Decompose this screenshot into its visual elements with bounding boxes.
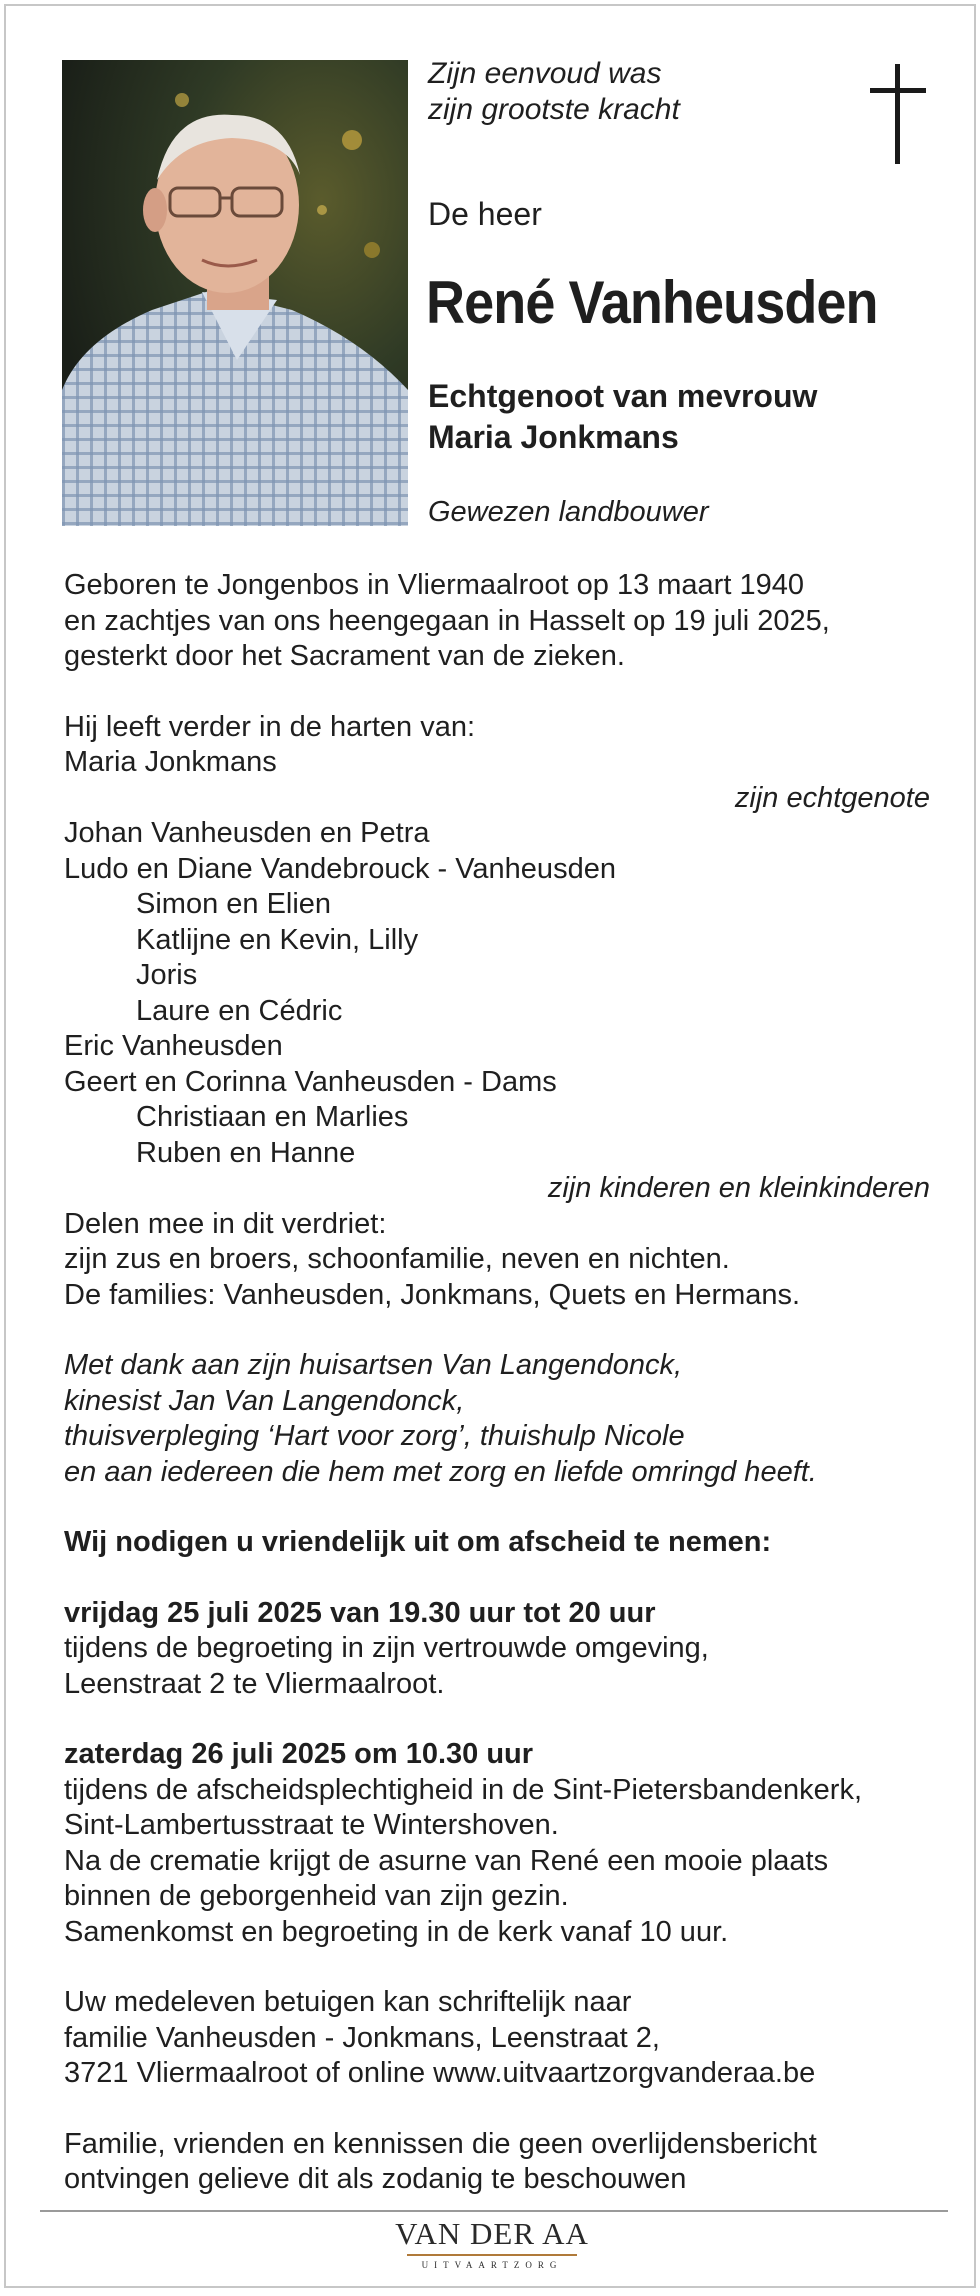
event1-line: Leenstraat 2 te Vliermaalroot.: [64, 1667, 445, 1700]
deceased-name: René Vanheusden: [426, 269, 878, 336]
event2-line: tijdens de afscheidsplechtigheid in de Sint-Pietersbandenkerk,: [64, 1773, 862, 1806]
event2-when: zaterdag 26 juli 2025 om 10.30 uur: [64, 1738, 534, 1770]
portrait-photo: [62, 60, 408, 526]
spouse-line: Echtgenoot van mevrouw: [428, 378, 818, 414]
logo-sub-text: UITVAARTZORG: [421, 2260, 563, 2270]
event2-line: Sint-Lambertusstraat te Wintershoven.: [64, 1809, 559, 1841]
thanks-line: kinesist Jan Van Langendonck,: [64, 1384, 465, 1417]
condolence-line: familie Vanheusden - Jonkmans, Leenstraat 2,: [64, 2021, 660, 2054]
spouse-role: zijn echtgenote: [734, 781, 930, 814]
event1-when: vrijdag 25 juli 2025 van 19.30 uur tot 20 uur: [64, 1596, 656, 1629]
obituary-card: [4, 4, 976, 2288]
family-member: Ludo en Diane Vandebrouck - Vanheusden: [64, 852, 616, 885]
logo-main-text: VAN DER AA: [395, 2216, 589, 2251]
motto: [428, 56, 680, 128]
honorific: De heer: [428, 196, 542, 232]
occupation: Gewezen landbouwer: [428, 496, 709, 528]
grandchild: Christiaan en Marlies: [136, 1101, 409, 1133]
share-line: zijn zus en broers, schoonfamilie, neven en nichten.: [64, 1243, 730, 1275]
birth-death-line: en zachtjes van ons heengegaan in Hasselt op 19 juli 2025,: [64, 604, 830, 637]
grandchild: Laure en Cédric: [136, 994, 343, 1027]
event2-line: binnen de geborgenheid van zijn gezin.: [64, 1880, 569, 1912]
footer-divider: [40, 2210, 948, 2212]
thanks-line: en aan iedereen die hem met zorg en liefde omringd heeft.: [64, 1455, 817, 1488]
event2-line: Na de crematie krijgt de asurne van René een mooie plaats: [64, 1844, 829, 1877]
thanks-line: Met dank aan zijn huisartsen Van Langendonck,: [64, 1349, 683, 1381]
family-member: Geert en Corinna Vanheusden - Dams: [64, 1065, 557, 1098]
condolence-line: Uw medeleven betuigen kan schriftelijk naar: [64, 1986, 632, 2018]
portrait-image: [62, 60, 408, 526]
event1-line: tijdens de begroeting in zijn vertrouwde omgeving,: [64, 1632, 709, 1664]
spouse-info: [428, 376, 817, 458]
grandchild: Katlijne en Kevin, Lilly: [136, 923, 419, 956]
logo-accent-bar: [407, 2254, 577, 2256]
grandchild: Ruben en Hanne: [136, 1136, 356, 1169]
family-member: Johan Vanheusden en Petra: [64, 817, 430, 849]
obituary-body: [64, 568, 930, 2198]
share-line: Delen mee in dit verdriet:: [64, 1207, 387, 1240]
invitation: Wij nodigen u vriendelijk uit om afscheid te nemen:: [64, 1526, 772, 1558]
spouse-name: Maria Jonkmans: [64, 746, 277, 778]
grandchild: Simon en Elien: [136, 888, 332, 920]
birth-death-line: Geboren te Jongenbos in Vliermaalroot op 13 maart 1940: [64, 569, 804, 601]
event2-line: Samenkomst en begroeting in de kerk vanaf 10 uur.: [64, 1915, 729, 1948]
family-intro: Hij leeft verder in de harten van:: [64, 710, 476, 743]
birth-death-line: gesterkt door het Sacrament van de zieken.: [64, 640, 625, 672]
closing-line: Familie, vrienden en kennissen die geen overlijdensbericht: [64, 2127, 817, 2160]
thanks-line: thuisverpleging ‘Hart voor zorg’, thuishulp Nicole: [64, 1420, 685, 1452]
motto-line: zijn grootste kracht: [428, 93, 680, 126]
closing-line: ontvingen gelieve dit als zodanig te beschouwen: [64, 2163, 687, 2195]
motto-line: Zijn eenvoud was: [428, 57, 662, 90]
grandchild: Joris: [136, 959, 198, 991]
cross-icon: [870, 64, 926, 164]
condolence-line: 3721 Vliermaalroot of online www.uitvaartzorgvanderaa.be: [64, 2057, 816, 2089]
spouse-line: Maria Jonkmans: [428, 419, 679, 455]
share-line: De families: Vanheusden, Jonkmans, Quets en Hermans.: [64, 1278, 801, 1311]
funeral-home-logo: [6, 2216, 978, 2270]
family-member: Eric Vanheusden: [64, 1030, 283, 1062]
children-role: zijn kinderen en kleinkinderen: [547, 1172, 930, 1204]
